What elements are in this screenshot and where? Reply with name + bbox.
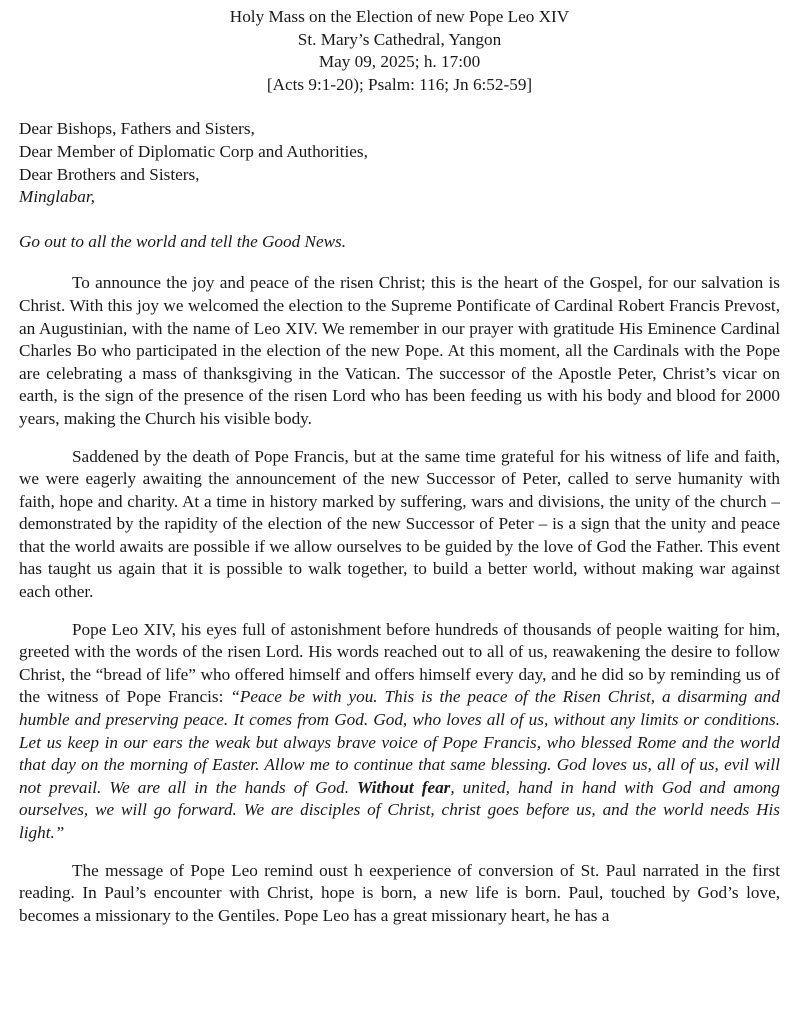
salutation-line: Dear Brothers and Sisters, — [19, 164, 200, 184]
document-page — [19, 0, 780, 927]
header-title: Holy Mass on the Election of new Pope Leo XIV — [229, 7, 570, 26]
paragraph-text: Pope Leo XIV, his eyes full of astonishment before hundreds of thousands of people waiting for him, greeted with the words of the risen Lord. His words reached out to all of us, reawakening the desire to follow Christ, the “bread of life” who offered himself and offers himself every day, and he did so by reminding us of the witness of Pope Francis: — [19, 619, 780, 707]
header-location: St. Mary’s Cathedral, Yangon — [297, 29, 502, 49]
pope-quote — [19, 687, 780, 842]
quote-text: “Peace be with you. This is the peace of the Risen Christ, a disarming and humble and preserving peace. It comes from God. God, who loves all of us, without any limits or conditions. Let us keep in our ears the weak but always brave voice of Pope Francis, who blessed Rome and the world that day on the morning of Easter. Allow me to continue that same blessing. God loves us, all of us, evil will not prevail. We are all in the hands of God. — [19, 687, 780, 797]
quote-emphasis: Without fear — [357, 777, 451, 797]
header-readings: [Acts 9:1-20); Psalm: 116; Jn 6:52-59] — [266, 74, 533, 94]
header-date: May 09, 2025; h. 17:00 — [318, 52, 481, 72]
salutation-greeting: Minglabar, — [19, 187, 95, 207]
body-paragraph — [19, 619, 780, 845]
salutation-line: Dear Member of Diplomatic Corp and Authorities, — [19, 141, 368, 161]
body-paragraph: The message of Pope Leo remind oust h eexperience of conversion of St. Paul narrated in the first reading. In Paul’s encounter with Christ, hope is born, a new life is born. Paul, touched by God’s love, becomes a missionary to the Gentiles. Pope Leo has a great missionary heart, he has a — [19, 860, 780, 925]
body-paragraph: To announce the joy and peace of the risen Christ; this is the heart of the Gospel, for our salvation is Christ. With this joy we welcomed the election to the Supreme Pontificate of Cardinal Robert Francis Prevost, an Augustinian, with the name of Leo XIV. We remember in our prayer with gratitude His Eminence Cardinal Charles Bo who participated in the election of the new Pope. At this moment, all the Cardinals with the Pope are celebrating a mass of thanksgiving in the Vatican. The successor of the Apostle Peter, Christ’s vicar on earth, is the sign of the presence of the risen Lord who has been feeding us with his body and blood for 2000 years, making the Church his visible body. — [19, 273, 780, 428]
document-header — [19, 6, 780, 96]
body-paragraph: Saddened by the death of Pope Francis, but at the same time grateful for his witness of life and faith, we were eagerly awaiting the announcement of the new Successor of Peter, called to serve humanity with faith, hope and charity. At a time in history marked by suffering, wars and divisions, the unity of the church – demonstrated by the rapidity of the election of the new Successor of Peter – is a sign that the unity and peace that the world awaits are possible if we allow ourselves to be guided by the love of God the Father. This event has taught us again that it is possible to walk together, to build a better world, without making war against each other. — [19, 446, 780, 602]
motto-line: Go out to all the world and tell the Good News. — [19, 231, 347, 251]
quote-text: , united, hand in hand with God and among ourselves, we will go forward. We are disciples of Christ, christ goes before us, and the world needs His light.” — [19, 777, 780, 842]
salutation-line: Dear Bishops, Fathers and Sisters, — [19, 119, 255, 139]
salutation-block — [19, 118, 780, 208]
